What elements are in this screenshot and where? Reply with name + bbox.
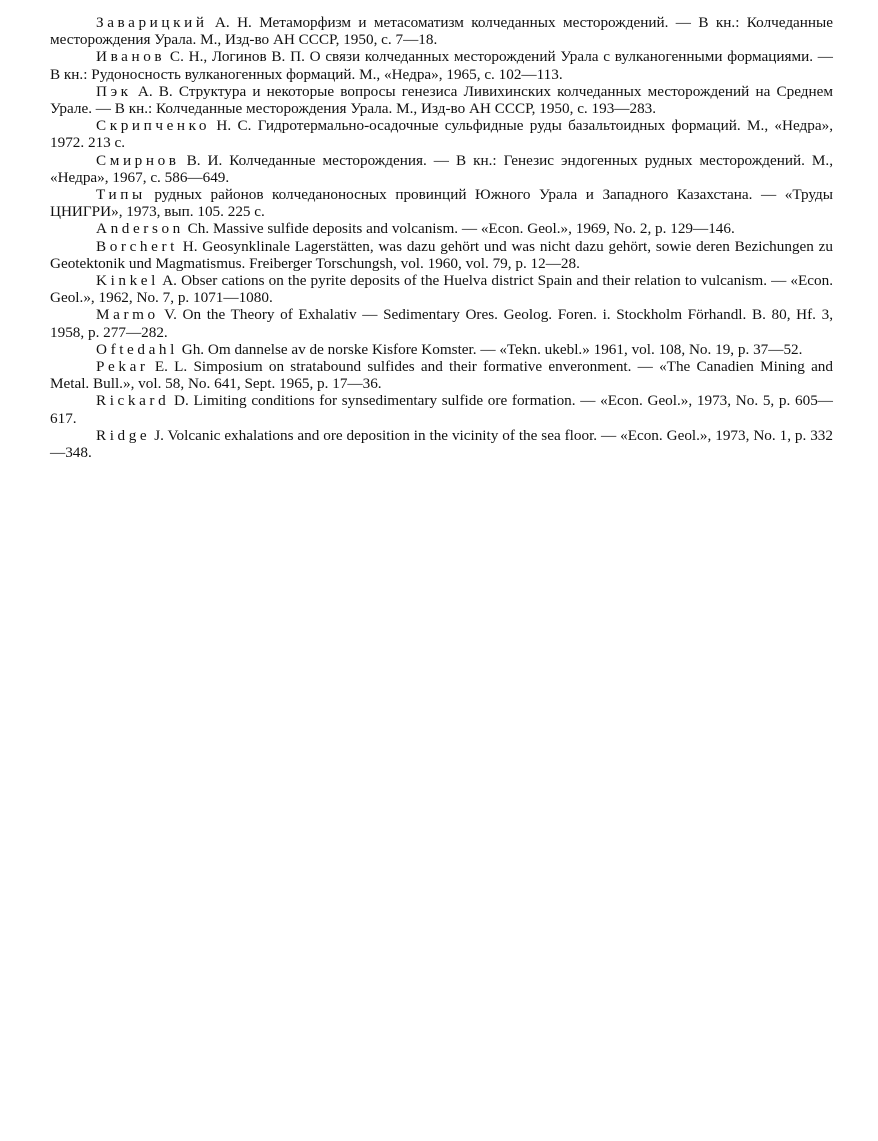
reference-text: Ch. Massive sulfide deposits and volcanism. — «Econ. Geol.», 1969, No. 2, p. 129—146. (183, 220, 735, 238)
reference-text: А. В. Структура и некоторые вопросы генезиса Ливихинских колчеданных месторождений на Среднем Урале. — В кн.: Колчеданные месторождения Урала. М., Изд-во АН СССР, 1950, с. 193—283. (50, 82, 833, 118)
reference-entry (50, 48, 833, 82)
reference-text: В. И. Колчеданные месторождения. — В кн.: Генезис эндогенных рудных месторождений. М., «Недра», 1967, с. 586—649. (50, 151, 833, 186)
reference-text: Gh. Om dannelse av de norske Kisfore Komster. — «Tekn. ukebl.» 1961, vol. 108, No. 19, p. 37—52. (177, 340, 803, 358)
bibliography (50, 14, 833, 461)
reference-author: Kinkel (96, 272, 159, 290)
reference-author: Pekar (96, 358, 149, 376)
reference-entry (50, 14, 833, 48)
reference-entry (50, 186, 833, 220)
reference-entry (50, 427, 833, 461)
reference-author: Ridge (96, 426, 151, 444)
reference-entry (50, 83, 833, 117)
reference-text: А. Н. Метаморфизм и метасоматизм колчеданных месторождений. — В кн.: Колчеданные месторождения Урала. М., Изд-во АН СССР, 1950, с. 7—18. (50, 14, 833, 49)
reference-text: V. On the Theory of Exhalativ — Sedimentary Ores. Geolog. Foren. i. Stockholm Förhandl. B. 80, Hf. 3, 1958, p. 277—282. (50, 306, 833, 341)
reference-entry (50, 152, 833, 186)
reference-entry (50, 238, 833, 272)
reference-author: Пэк (96, 82, 132, 100)
reference-text: С. Н., Логинов В. П. О связи колчеданных месторождений Урала с вулканогенными формациями. — В кн.: Рудоносность вулканогенных формаций. М., «Недра», 1965, с. 102—113. (50, 48, 833, 83)
reference-entry (50, 358, 833, 392)
reference-author: Иванов (96, 48, 166, 66)
reference-entry (50, 117, 833, 151)
reference-author: Marmo (96, 306, 159, 324)
reference-author: Borchert (96, 237, 178, 255)
reference-author: Смирнов (96, 151, 180, 169)
reference-entry (50, 306, 833, 340)
reference-author: Скрипченко (96, 117, 211, 135)
reference-entry (50, 392, 833, 426)
reference-author: Типы (96, 186, 146, 204)
reference-text: E. L. Simposium on stratabound sulfides and their formative enveronment. — «The Canadien Mining and Metal. Bull.», vol. 58, No. 641, Sept. 1965, p. 17—36. (50, 358, 833, 393)
reference-text: D. Limiting conditions for synsedimentary sulfide ore formation. — «Econ. Geol.», 1973, No. 5, p. 605—617. (50, 392, 833, 427)
reference-text: рудных районов колчеданоносных провинций Южного Урала и Западного Казахстана. — «Труды ЦНИГРИ», 1973, вып. 105. 225 с. (50, 186, 833, 221)
reference-author: Заварицкий (96, 14, 208, 31)
reference-entry (50, 272, 833, 306)
reference-author: Oftedahl (96, 340, 178, 358)
reference-text: A. Obser cations on the pyrite deposits of the Huelva district Spain and their relation to vulcanism. — «Econ. Geol.», 1962, No. 7, p. 1071—1080. (50, 272, 833, 307)
reference-text: H. Geosynklinale Lagerstätten, was dazu gehört und was nicht dazu gehört, sowie deren Bezichungen zu Geotektonik und Magmatismus. Freiberger Torschungsh, vol. 1960, vol. 79, p. 12—28. (50, 237, 833, 272)
reference-author: Rickard (96, 392, 170, 410)
reference-entry (50, 341, 833, 358)
reference-entry (50, 220, 833, 237)
reference-text: Н. С. Гидротермально-осадочные сульфидные руды базальтоидных формаций. М., «Недра», 1972. 213 с. (50, 117, 833, 152)
reference-text: J. Volcanic exhalations and ore deposition in the vicinity of the sea floor. — «Econ. Geol.», 1973, No. 1, p. 332—348. (50, 426, 833, 462)
reference-author: Anderson (96, 220, 184, 238)
